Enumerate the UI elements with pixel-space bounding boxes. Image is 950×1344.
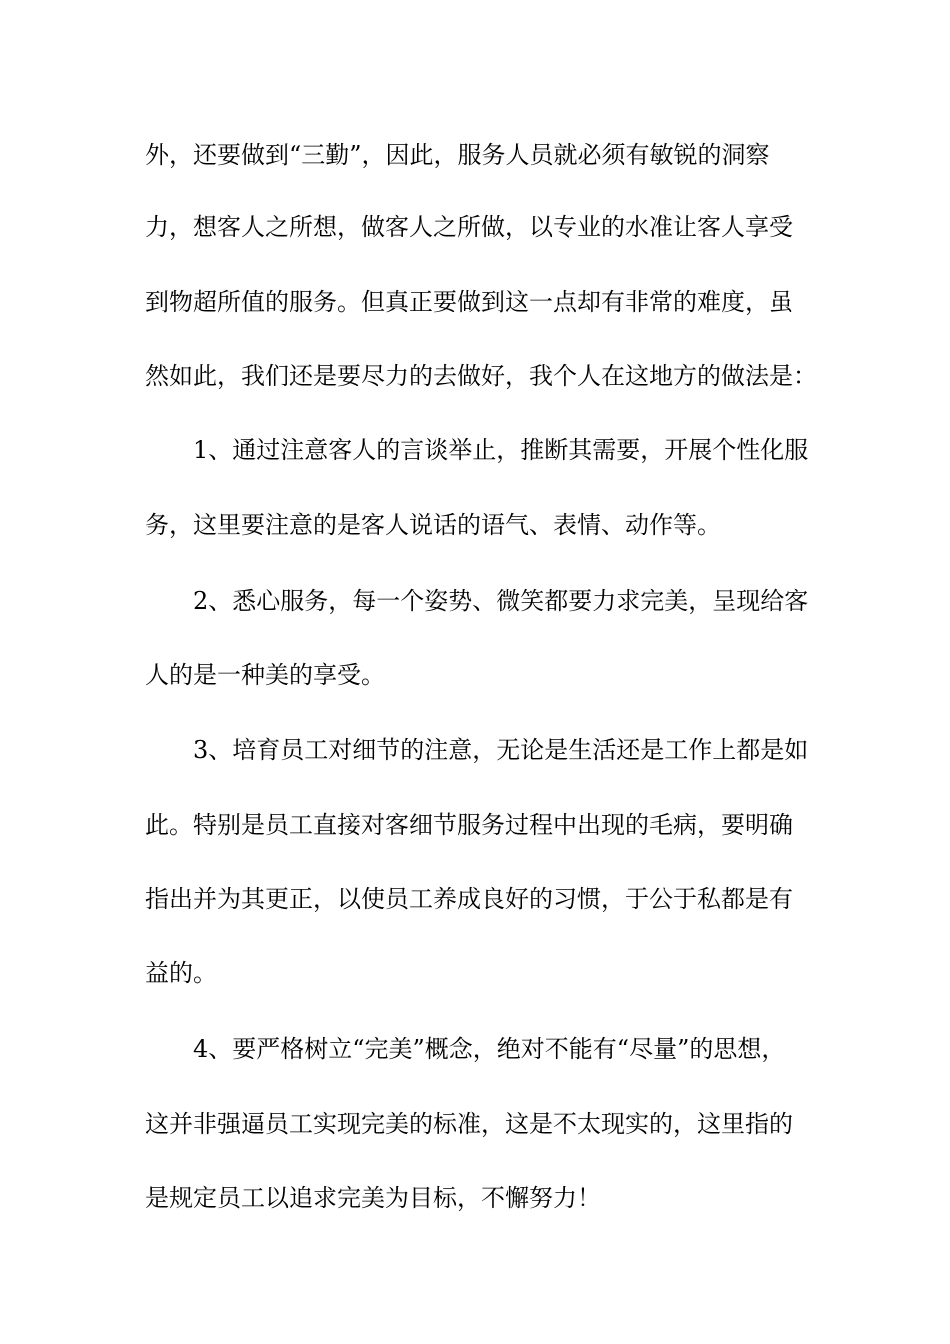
text-line: 3、培育员工对细节的注意，无论是生活还是工作上都是如 bbox=[193, 736, 809, 764]
text-line: 2、悉心服务，每一个姿势、微笑都要力求完美，呈现给客 bbox=[193, 587, 809, 615]
text-line: 力，想客人之所想，做客人之所做，以专业的水准让客人享受 bbox=[145, 213, 793, 241]
text-line: 人的是一种美的享受。 bbox=[145, 661, 385, 689]
text-line: 这并非强逼员工实现完美的标准，这是不太现实的，这里指的 bbox=[145, 1110, 793, 1138]
text-line: 务，这里要注意的是客人说话的语气、表情、动作等。 bbox=[145, 511, 721, 539]
text-line: 4、要严格树立“完美”概念，绝对不能有“尽量”的思想， bbox=[193, 1035, 786, 1063]
text-line: 1、通过注意客人的言谈举止，推断其需要，开展个性化服 bbox=[193, 436, 809, 464]
text-line: 指出并为其更正，以使员工养成良好的习惯，于公于私都是有 bbox=[145, 885, 793, 913]
text-line: 然如此，我们还是要尽力的去做好，我个人在这地方的做法是： bbox=[145, 362, 817, 390]
text-line: 是规定员工以追求完美为目标，不懈努力！ bbox=[145, 1184, 601, 1212]
text-line: 外，还要做到“三勤”，因此，服务人员就必须有敏锐的洞察 bbox=[145, 141, 770, 169]
text-line: 到物超所值的服务。但真正要做到这一点却有非常的难度，虽 bbox=[145, 288, 793, 316]
text-line: 益的。 bbox=[145, 959, 217, 987]
text-line: 此。特别是员工直接对客细节服务过程中出现的毛病，要明确 bbox=[145, 811, 793, 839]
